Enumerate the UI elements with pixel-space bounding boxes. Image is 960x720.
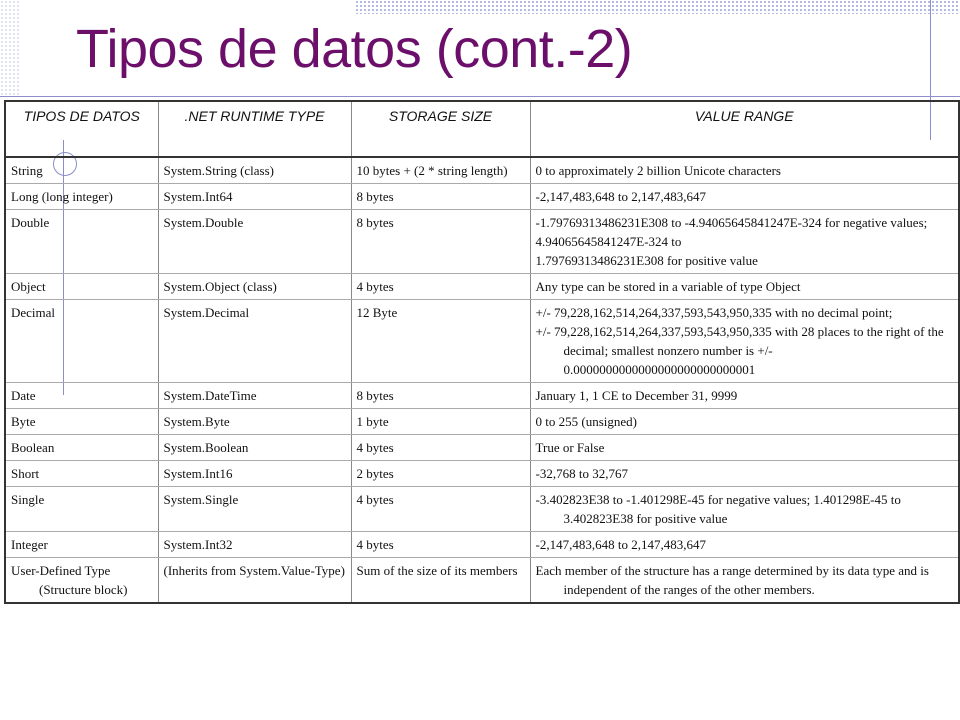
- cell-storage-size-text: 10 bytes + (2 * string length): [356, 163, 508, 178]
- cell-storage-size-text: 1 byte: [356, 414, 389, 429]
- value-range-line: -32,768 to 32,767: [535, 466, 628, 481]
- cell-runtime-type: [158, 184, 351, 210]
- cell-value-range: [530, 300, 959, 383]
- table-body: [5, 157, 959, 603]
- cell-tipo: [5, 210, 158, 274]
- cell-storage-size: [351, 487, 530, 532]
- cell-value-range: [530, 210, 959, 274]
- cell-runtime-type-text: System.String (class): [163, 163, 274, 178]
- slide-title: Tipos de datos (cont.-2): [76, 19, 633, 79]
- value-range-line: Each member of the structure has a range determined by its data type and is independent of the ranges of the other members.: [535, 563, 929, 597]
- cell-runtime-type: [158, 558, 351, 604]
- cell-tipo: [5, 435, 158, 461]
- cell-storage-size: [351, 274, 530, 300]
- cell-storage-size: [351, 532, 530, 558]
- cell-tipo-text: Short: [11, 466, 40, 481]
- cell-runtime-type: [158, 300, 351, 383]
- value-range-line: -2,147,483,648 to 2,147,483,647: [535, 537, 706, 552]
- value-range-line: 4.94065645841247E-324 to: [535, 234, 682, 249]
- value-range-line: January 1, 1 CE to December 31, 9999: [535, 388, 738, 403]
- cell-tipo-text: Object: [11, 279, 46, 294]
- cell-runtime-type-text: System.Byte: [163, 414, 230, 429]
- cell-tipo-text: Date: [11, 388, 36, 403]
- value-range-line: -3.402823E38 to -1.401298E-45 for negative values; 1.401298E-45 to 3.402823E38 for positive value: [535, 492, 901, 526]
- cell-runtime-type-text: (Inherits from System.Value-Type): [163, 563, 345, 578]
- cell-value-range: [530, 383, 959, 409]
- cell-tipo: [5, 383, 158, 409]
- table-row: [5, 157, 959, 184]
- cell-tipo: [5, 409, 158, 435]
- cell-storage-size: [351, 409, 530, 435]
- cell-value-range: [530, 461, 959, 487]
- table-row: [5, 184, 959, 210]
- cell-tipo: [5, 461, 158, 487]
- cell-runtime-type-text: System.Double: [163, 215, 244, 230]
- cell-runtime-type-text: System.Boolean: [163, 440, 249, 455]
- cell-storage-size-text: 8 bytes: [356, 189, 394, 204]
- value-range-line: True or False: [535, 440, 605, 455]
- cell-runtime-type: [158, 461, 351, 487]
- cell-value-range: [530, 409, 959, 435]
- cell-storage-size-text: 4 bytes: [356, 492, 394, 507]
- table-row: [5, 300, 959, 383]
- cell-runtime-type-text: System.Object (class): [163, 279, 277, 294]
- cell-storage-size: [351, 184, 530, 210]
- cell-tipo: [5, 487, 158, 532]
- value-range-line: 0 to 255 (unsigned): [535, 414, 637, 429]
- cell-runtime-type: [158, 435, 351, 461]
- cell-tipo: [5, 157, 158, 184]
- value-range-line: 0 to approximately 2 billion Unicote characters: [535, 163, 781, 178]
- cell-runtime-type-text: System.DateTime: [163, 388, 257, 403]
- cell-storage-size: [351, 461, 530, 487]
- value-range-line: +/- 79,228,162,514,264,337,593,543,950,335 with no decimal point;: [535, 305, 893, 320]
- value-range-line: +/- 79,228,162,514,264,337,593,543,950,335 with 28 places to the right of the decimal; smallest nonzero number is +/- 0.0000000000000000000000000001: [535, 324, 944, 377]
- table-row: [5, 532, 959, 558]
- cell-storage-size-text: 4 bytes: [356, 537, 394, 552]
- table-row: [5, 461, 959, 487]
- table-row: [5, 409, 959, 435]
- cell-runtime-type: [158, 532, 351, 558]
- decorative-horizontal-line: [0, 96, 960, 97]
- cell-tipo-text: User-Defined Type (Structure block): [11, 563, 128, 597]
- cell-runtime-type: [158, 210, 351, 274]
- cell-storage-size: [351, 383, 530, 409]
- cell-storage-size-text: 8 bytes: [356, 388, 394, 403]
- cell-tipo-text: Integer: [11, 537, 48, 552]
- table-row: [5, 487, 959, 532]
- cell-runtime-type-text: System.Decimal: [163, 305, 250, 320]
- table-row: [5, 383, 959, 409]
- cell-storage-size-text: 12 Byte: [356, 305, 398, 320]
- table-row: [5, 558, 959, 604]
- cell-value-range: [530, 558, 959, 604]
- header-storage-size: STORAGE SIZE: [351, 101, 530, 157]
- cell-storage-size: [351, 210, 530, 274]
- cell-value-range: [530, 157, 959, 184]
- cell-storage-size-text: 8 bytes: [356, 215, 394, 230]
- cell-runtime-type: [158, 274, 351, 300]
- cell-runtime-type-text: System.Int32: [163, 537, 233, 552]
- header-value-range: VALUE RANGE: [530, 101, 959, 157]
- header-net-runtime-type: .NET RUNTIME TYPE: [158, 101, 351, 157]
- cell-tipo-text: Byte: [11, 414, 36, 429]
- table-row: [5, 274, 959, 300]
- cell-runtime-type: [158, 487, 351, 532]
- value-range-line: -2,147,483,648 to 2,147,483,647: [535, 189, 706, 204]
- cell-value-range: [530, 274, 959, 300]
- cell-storage-size: [351, 558, 530, 604]
- cell-storage-size: [351, 300, 530, 383]
- cell-tipo: [5, 184, 158, 210]
- cell-runtime-type: [158, 383, 351, 409]
- cell-tipo-text: Single: [11, 492, 45, 507]
- cell-tipo-text: String: [11, 163, 43, 178]
- table-row: [5, 210, 959, 274]
- cell-storage-size-text: 2 bytes: [356, 466, 394, 481]
- cell-runtime-type: [158, 157, 351, 184]
- decorative-dot-pattern-left: [0, 0, 20, 96]
- decorative-dot-pattern-top: [355, 0, 960, 14]
- header-tipos-de-datos: TIPOS DE DATOS: [5, 101, 158, 157]
- cell-storage-size: [351, 435, 530, 461]
- cell-tipo: [5, 300, 158, 383]
- value-range-line: Any type can be stored in a variable of type Object: [535, 279, 801, 294]
- cell-runtime-type: [158, 409, 351, 435]
- cell-value-range: [530, 487, 959, 532]
- cell-runtime-type-text: System.Int16: [163, 466, 233, 481]
- value-range-line: 1.79769313486231E308 for positive value: [535, 253, 758, 268]
- cell-tipo-text: Decimal: [11, 305, 56, 320]
- table-header-row: [5, 101, 959, 157]
- cell-tipo-text: Boolean: [11, 440, 55, 455]
- cell-value-range: [530, 532, 959, 558]
- table-row: [5, 435, 959, 461]
- cell-runtime-type-text: System.Int64: [163, 189, 233, 204]
- cell-tipo-text: Long (long integer): [11, 189, 113, 204]
- cell-value-range: [530, 435, 959, 461]
- cell-runtime-type-text: System.Single: [163, 492, 239, 507]
- cell-tipo: [5, 558, 158, 604]
- value-range-line: -1.79769313486231E308 to -4.94065645841247E-324 for negative values;: [535, 215, 928, 230]
- cell-storage-size-text: Sum of the size of its members: [356, 563, 518, 578]
- cell-tipo: [5, 532, 158, 558]
- data-types-table: [4, 100, 960, 604]
- cell-tipo-text: Double: [11, 215, 50, 230]
- cell-value-range: [530, 184, 959, 210]
- cell-storage-size-text: 4 bytes: [356, 279, 394, 294]
- cell-storage-size: [351, 157, 530, 184]
- cell-storage-size-text: 4 bytes: [356, 440, 394, 455]
- cell-tipo: [5, 274, 158, 300]
